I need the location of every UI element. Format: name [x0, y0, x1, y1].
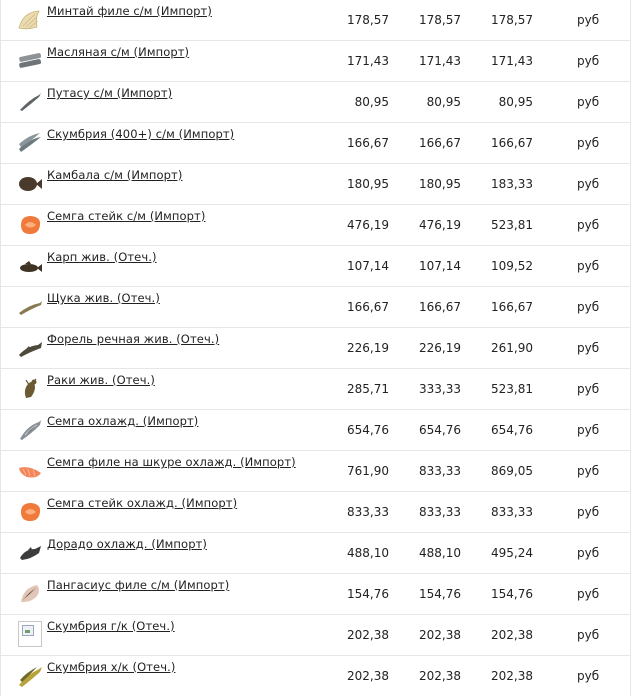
- price-min: 761,90: [347, 464, 389, 478]
- currency-unit: руб: [577, 669, 600, 683]
- dorado-icon[interactable]: [17, 541, 43, 565]
- price-avg: 180,95: [419, 177, 461, 191]
- product-link[interactable]: Форель речная жив. (Отеч.): [47, 332, 220, 346]
- trout-icon[interactable]: [17, 336, 43, 360]
- price-max: 183,33: [491, 177, 533, 191]
- price-max: 523,81: [491, 218, 533, 232]
- price-avg: 80,95: [426, 95, 461, 109]
- price-max: 154,76: [491, 587, 533, 601]
- minced-fillet-icon[interactable]: [17, 8, 43, 32]
- price-min: 476,19: [347, 218, 389, 232]
- price-min: 166,67: [347, 136, 389, 150]
- product-link[interactable]: Масляная с/м (Импорт): [47, 45, 190, 59]
- price-max: 109,52: [491, 259, 533, 273]
- price-max: 495,24: [491, 546, 533, 560]
- product-link[interactable]: Минтай филе с/м (Импорт): [47, 4, 212, 18]
- currency-unit: руб: [577, 546, 600, 560]
- currency-unit: руб: [577, 218, 600, 232]
- salmon-steak-icon[interactable]: [17, 213, 43, 237]
- price-max: 166,67: [491, 300, 533, 314]
- pike-icon[interactable]: [17, 295, 43, 319]
- price-avg: 178,57: [419, 13, 461, 27]
- salmon-steak-icon[interactable]: [17, 500, 43, 524]
- price-min: 833,33: [347, 505, 389, 519]
- currency-unit: руб: [577, 464, 600, 478]
- product-link[interactable]: Камбала с/м (Импорт): [47, 168, 183, 182]
- table-row: [1, 410, 630, 451]
- table-row: [1, 287, 630, 328]
- price-max: 833,33: [491, 505, 533, 519]
- price-avg: 166,67: [419, 136, 461, 150]
- table-row: [1, 533, 630, 574]
- currency-unit: руб: [577, 13, 600, 27]
- price-min: 171,43: [347, 54, 389, 68]
- price-min: 166,67: [347, 300, 389, 314]
- currency-unit: руб: [577, 95, 600, 109]
- price-min: 107,14: [347, 259, 389, 273]
- blue-whiting-icon[interactable]: [17, 90, 43, 114]
- currency-unit: руб: [577, 259, 600, 273]
- price-min: 202,38: [347, 669, 389, 683]
- product-link[interactable]: Семга охлажд. (Импорт): [47, 414, 199, 428]
- currency-unit: руб: [577, 54, 600, 68]
- table-row: [1, 615, 630, 656]
- currency-unit: руб: [577, 423, 600, 437]
- flounder-icon[interactable]: [17, 172, 43, 196]
- price-max: 202,38: [491, 628, 533, 642]
- table-row: [1, 205, 630, 246]
- table-row: [1, 369, 630, 410]
- broken-image-icon[interactable]: [18, 621, 42, 647]
- salmon-whole-icon[interactable]: [17, 418, 43, 442]
- currency-unit: руб: [577, 177, 600, 191]
- price-max: 166,67: [491, 136, 533, 150]
- product-link[interactable]: Карп жив. (Отеч.): [47, 250, 157, 264]
- salmon-fillet-icon[interactable]: [17, 459, 43, 483]
- table-row: [1, 656, 630, 696]
- product-link[interactable]: Скумбрия (400+) с/м (Импорт): [47, 127, 235, 141]
- product-link[interactable]: Семга филе на шкуре охлажд. (Импорт): [47, 455, 296, 469]
- price-min: 180,95: [347, 177, 389, 191]
- price-max: 869,05: [491, 464, 533, 478]
- product-link[interactable]: Семга стейк охлажд. (Импорт): [47, 496, 238, 510]
- table-row: [1, 164, 630, 205]
- price-min: 154,76: [347, 587, 389, 601]
- crayfish-icon[interactable]: [17, 377, 43, 401]
- product-link[interactable]: Скумбрия х/к (Отеч.): [47, 660, 176, 674]
- price-max: 178,57: [491, 13, 533, 27]
- price-avg: 833,33: [419, 464, 461, 478]
- product-link[interactable]: Семга стейк с/м (Импорт): [47, 209, 206, 223]
- table-row: [1, 574, 630, 615]
- table-row: [1, 246, 630, 287]
- currency-unit: руб: [577, 300, 600, 314]
- price-avg: 166,67: [419, 300, 461, 314]
- price-max: 171,43: [491, 54, 533, 68]
- product-link[interactable]: Дорадо охлажд. (Импорт): [47, 537, 207, 551]
- price-avg: 488,10: [419, 546, 461, 560]
- price-avg: 226,19: [419, 341, 461, 355]
- price-min: 178,57: [347, 13, 389, 27]
- price-min: 654,76: [347, 423, 389, 437]
- price-avg: 202,38: [419, 628, 461, 642]
- price-min: 285,71: [347, 382, 389, 396]
- price-avg: 333,33: [419, 382, 461, 396]
- currency-unit: руб: [577, 505, 600, 519]
- product-link[interactable]: Щука жив. (Отеч.): [47, 291, 160, 305]
- product-link[interactable]: Скумбрия г/к (Отеч.): [47, 619, 175, 633]
- price-min: 488,10: [347, 546, 389, 560]
- table-row: [1, 451, 630, 492]
- product-link[interactable]: Раки жив. (Отеч.): [47, 373, 155, 387]
- currency-unit: руб: [577, 341, 600, 355]
- currency-unit: руб: [577, 382, 600, 396]
- currency-unit: руб: [577, 628, 600, 642]
- table-row: [1, 0, 630, 41]
- price-max: 523,81: [491, 382, 533, 396]
- price-avg: 202,38: [419, 669, 461, 683]
- price-avg: 171,43: [419, 54, 461, 68]
- butterfish-icon[interactable]: [17, 49, 43, 73]
- table-row: [1, 41, 630, 82]
- currency-unit: руб: [577, 587, 600, 601]
- table-row: [1, 328, 630, 369]
- product-link[interactable]: Пангасиус филе с/м (Импорт): [47, 578, 230, 592]
- carp-icon[interactable]: [17, 254, 43, 278]
- price-max: 654,76: [491, 423, 533, 437]
- currency-unit: руб: [577, 136, 600, 150]
- price-avg: 476,19: [419, 218, 461, 232]
- price-min: 80,95: [354, 95, 389, 109]
- price-avg: 107,14: [419, 259, 461, 273]
- pangasius-fillet-icon[interactable]: [17, 582, 43, 606]
- table-row: [1, 123, 630, 164]
- price-max: 80,95: [498, 95, 533, 109]
- price-avg: 154,76: [419, 587, 461, 601]
- table-row: [1, 82, 630, 123]
- price-min: 202,38: [347, 628, 389, 642]
- price-max: 202,38: [491, 669, 533, 683]
- product-link[interactable]: Путасу с/м (Импорт): [47, 86, 173, 100]
- smoked-mackerel-icon[interactable]: [17, 664, 43, 688]
- price-min: 226,19: [347, 341, 389, 355]
- table-row: [1, 492, 630, 533]
- mackerel-icon[interactable]: [17, 131, 43, 155]
- price-avg: 654,76: [419, 423, 461, 437]
- image-placeholder: [22, 625, 34, 636]
- price-avg: 833,33: [419, 505, 461, 519]
- price-max: 261,90: [491, 341, 533, 355]
